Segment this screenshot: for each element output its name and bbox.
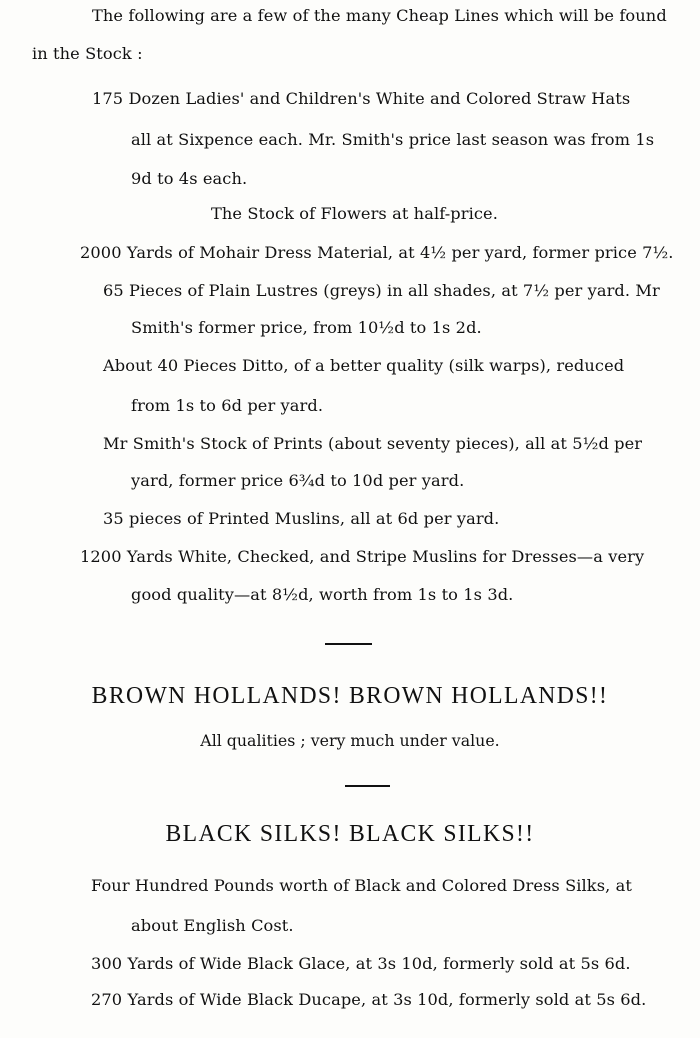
straw-hats-line-2: all at Sixpence each. Mr. Smith's price last season was from 1s [131, 130, 655, 149]
ditto-line-1: About 40 Pieces Ditto, of a better quality (silk warps), reduced [103, 356, 625, 375]
section-divider [345, 785, 390, 787]
glace-line: 300 Yards of Wide Black Glace, at 3s 10d, formerly sold at 5s 6d. [91, 954, 631, 973]
mohair-line: 2000 Yards of Mohair Dress Material, at 4½ per yard, former price 7½. [80, 243, 674, 262]
silks-heading: BLACK SILKS! BLACK SILKS!! [165, 821, 535, 847]
section-divider [325, 643, 372, 645]
white-muslins-line-2: good quality—at 8½d, worth from 1s to 1s 3d. [131, 585, 514, 604]
silks-line-1: Four Hundred Pounds worth of Black and Colored Dress Silks, at [91, 876, 632, 895]
intro-line-2: in the Stock : [32, 44, 143, 63]
ducape-line: 270 Yards of Wide Black Ducape, at 3s 10d, formerly sold at 5s 6d. [91, 990, 647, 1009]
hollands-heading: BROWN HOLLANDS! BROWN HOLLANDS!! [91, 683, 609, 709]
flowers-line: The Stock of Flowers at half-price. [211, 204, 498, 223]
white-muslins-line-1: 1200 Yards White, Checked, and Stripe Muslins for Dresses—a very [80, 547, 645, 566]
lustres-line-2: Smith's former price, from 10½d to 1s 2d. [131, 318, 482, 337]
printed-muslins-line: 35 pieces of Printed Muslins, all at 6d per yard. [103, 509, 500, 528]
prints-line-1: Mr Smith's Stock of Prints (about seventy pieces), all at 5½d per [103, 434, 643, 453]
lustres-line-1: 65 Pieces of Plain Lustres (greys) in all shades, at 7½ per yard. Mr [103, 281, 660, 300]
silks-line-2: about English Cost. [131, 916, 294, 935]
intro-line-1: The following are a few of the many Cheap Lines which will be found [92, 6, 667, 25]
straw-hats-line-1: 175 Dozen Ladies' and Children's White and Colored Straw Hats [92, 89, 631, 108]
prints-line-2: yard, former price 6¾d to 10d per yard. [131, 471, 465, 490]
ditto-line-2: from 1s to 6d per yard. [131, 396, 324, 415]
hollands-subheading: All qualities ; very much under value. [200, 731, 500, 750]
straw-hats-line-3: 9d to 4s each. [131, 169, 248, 188]
